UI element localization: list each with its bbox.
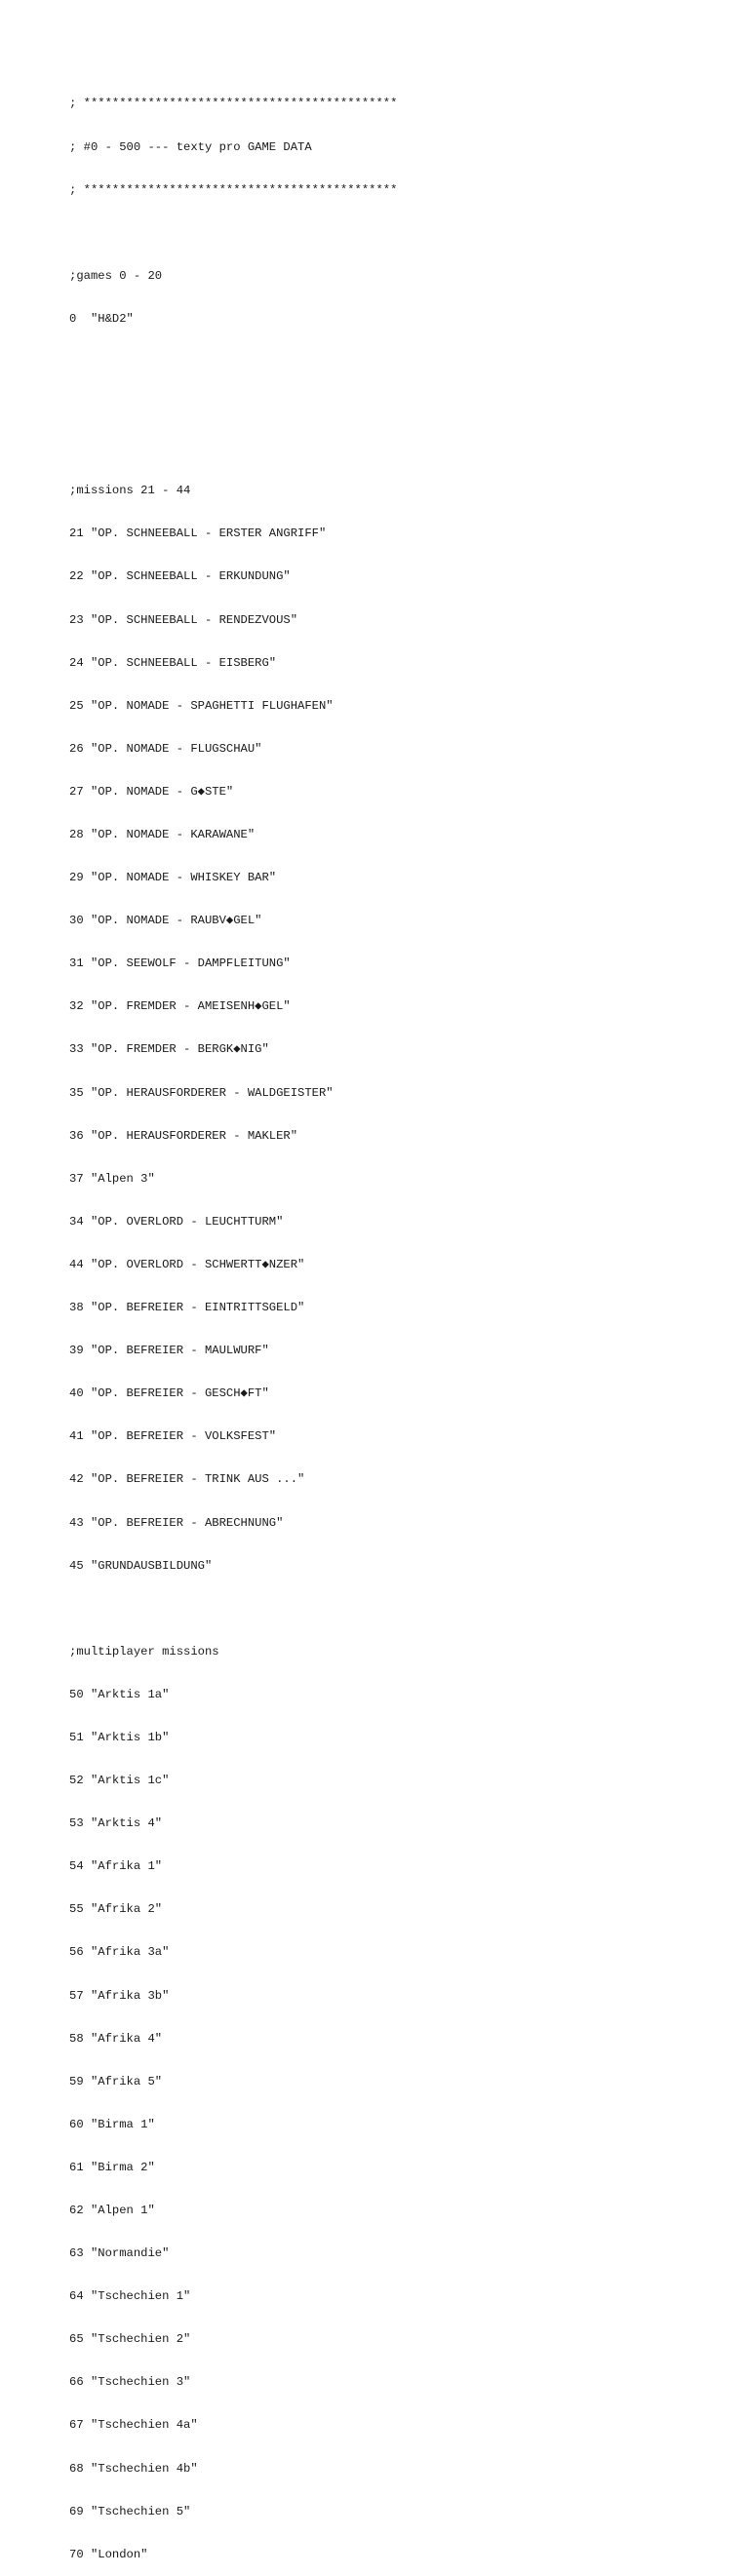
blank-line [69,1602,732,1617]
multiplayer-entry: 66 "Tschechien 3" [69,2375,191,2390]
mission-entry: 44 "OP. OVERLORD - SCHWERTT◆NZER" [69,1257,305,1271]
section-comment-multiplayer: ;multiplayer missions [69,1644,219,1659]
mission-entry: 37 "Alpen 3" [69,1171,155,1186]
mission-entry: 31 "OP. SEEWOLF - DAMPFLEITUNG" [69,956,291,971]
mission-entry: 36 "OP. HERAUSFORDERER - MAKLER" [69,1128,298,1143]
mission-entry: 28 "OP. NOMADE - KARAWANE" [69,828,256,841]
multiplayer-entry: 53 "Arktis 4" [69,1816,163,1831]
blank-line [69,226,732,241]
mission-entry: 34 "OP. OVERLORD - LEUCHTTURM" [69,1214,284,1229]
mission-entry: 38 "OP. BEFREIER - EINTRITTSGELD" [69,1301,305,1315]
multiplayer-entry: 57 "Afrika 3b" [69,1988,170,2003]
mission-entry: 32 "OP. FREMDER - AMEISENH◆GEL" [69,999,291,1014]
blank-line [69,355,732,370]
multiplayer-entry: 67 "Tschechien 4a" [69,2418,198,2433]
multiplayer-entry: 60 "Birma 1" [69,2117,155,2131]
mission-entry: 21 "OP. SCHNEEBALL - ERSTER ANGRIFF" [69,527,327,541]
mission-entry: 40 "OP. BEFREIER - GESCH◆FT" [69,1386,269,1401]
multiplayer-entry: 68 "Tschechien 4b" [69,2461,198,2476]
mission-entry: 22 "OP. SCHNEEBALL - ERKUNDUNG" [69,569,291,584]
multiplayer-entry: 63 "Normandie" [69,2246,170,2261]
multiplayer-entry: 55 "Afrika 2" [69,1902,163,1917]
multiplayer-entry: 62 "Alpen 1" [69,2204,155,2217]
multiplayer-entry: 56 "Afrika 3a" [69,1945,170,1960]
multiplayer-entry: 70 "London" [69,2547,148,2561]
multiplayer-entry: 69 "Tschechien 5" [69,2504,191,2518]
mission-entry: 45 "GRUNDAUSBILDUNG" [69,1558,213,1573]
multiplayer-entry: 51 "Arktis 1b" [69,1730,170,1744]
mission-entry: 23 "OP. SCHNEEBALL - RENDEZVOUS" [69,612,298,627]
mission-entry: 41 "OP. BEFREIER - VOLKSFEST" [69,1429,277,1444]
mission-entry: 42 "OP. BEFREIER - TRINK AUS ..." [69,1472,305,1487]
multiplayer-entry: 59 "Afrika 5" [69,2074,163,2088]
multiplayer-entry: 50 "Arktis 1a" [69,1687,170,1701]
multiplayer-entry: 52 "Arktis 1c" [69,1774,170,1788]
multiplayer-entry: 54 "Afrika 1" [69,1859,163,1874]
comment-line: ; ******************************************** [69,97,398,111]
mission-entry: 24 "OP. SCHNEEBALL - EISBERG" [69,655,277,670]
mission-entry: 25 "OP. NOMADE - SPAGHETTI FLUGHAFEN" [69,698,334,713]
mission-entry: 27 "OP. NOMADE - G◆STE" [69,784,234,799]
mission-entry: 35 "OP. HERAUSFORDERER - WALDGEISTER" [69,1085,334,1100]
comment-line: ; #0 - 500 --- texty pro GAME DATA [69,139,312,154]
mission-entry: 43 "OP. BEFREIER - ABRECHNUNG" [69,1515,284,1530]
section-comment-missions: ;missions 21 - 44 [69,484,191,498]
mission-entry: 26 "OP. NOMADE - FLUGSCHAU" [69,741,262,756]
multiplayer-entry: 61 "Birma 2" [69,2160,155,2174]
mission-entry: 29 "OP. NOMADE - WHISKEY BAR" [69,871,277,885]
section-comment-games: ;games 0 - 20 [69,268,163,283]
mission-entry: 30 "OP. NOMADE - RAUBV◆GEL" [69,914,262,928]
multiplayer-entry: 58 "Afrika 4" [69,2031,163,2046]
blank-line [69,441,732,455]
multiplayer-entry: 64 "Tschechien 1" [69,2289,191,2304]
comment-line: ; ******************************************** [69,182,398,197]
blank-line [69,398,732,412]
mission-entry: 39 "OP. BEFREIER - MAULWURF" [69,1344,269,1358]
multiplayer-entry: 65 "Tschechien 2" [69,2332,191,2347]
game-entry: 0 "H&D2" [69,311,134,326]
text-document [69,68,732,2576]
mission-entry: 33 "OP. FREMDER - BERGK◆NIG" [69,1042,269,1057]
